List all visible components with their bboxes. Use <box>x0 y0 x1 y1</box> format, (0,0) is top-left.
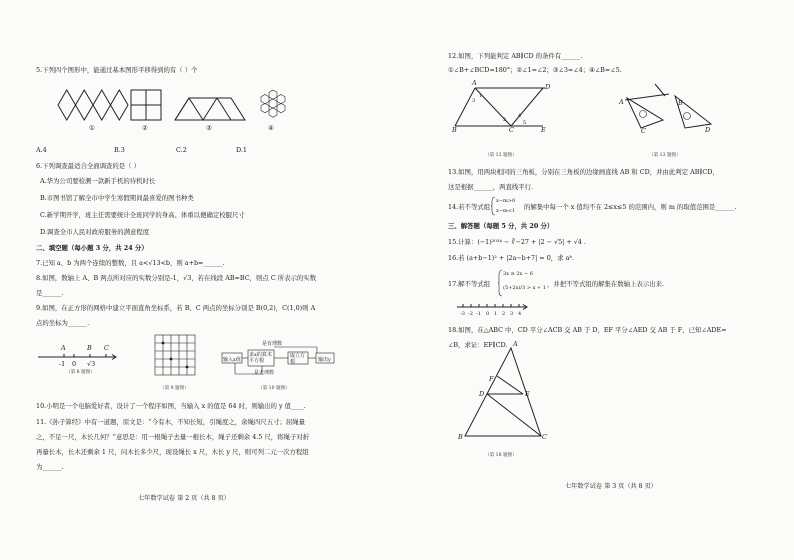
fig10-caption: （第 10 题图） <box>258 386 290 391</box>
q18-line-1: 18.如图，在△ABC 中，CD 平分∠ACB 交 AB 于 D，EF 平分∠AED 交 AB 于 F，已知∠ADE= <box>448 326 727 334</box>
fig18-label-f: F <box>489 375 494 383</box>
fig12-label-b: B <box>452 126 457 134</box>
section-2-heading: 二、填空题（每小题 3 分，共 24 分） <box>36 244 148 252</box>
fig18-caption: （第 18 题图） <box>485 453 517 458</box>
fig8-tick-0: 0 <box>72 360 77 368</box>
q11-line-3: 再量长木，长木还剩余 1 尺，问木长多少尺，现设绳长 x 尺，木长 y 尺，则可列二元一次方程组 <box>36 448 309 456</box>
fig12-parallel-lines <box>455 84 547 130</box>
fig10-branch-irrational: 是无理数 <box>254 370 275 376</box>
fig8-label-a: A <box>61 344 66 352</box>
q12-conditions: ①∠B+∠BCD=180°；②∠1=∠2；③∠3=∠4；④∠B=∠5. <box>448 66 622 74</box>
fig12-caption: （第 12 题图） <box>485 153 517 158</box>
fig8-label-b: B <box>87 344 92 352</box>
fig10-box-sqrt: 求x的算术平方根 <box>249 352 272 364</box>
q6-option-d: D.调查全市人民对政府服务的满意程度 <box>40 228 150 236</box>
fig12-angle-5: 5 <box>523 120 527 126</box>
q5-figure-2-grid-square <box>131 90 161 120</box>
q17-system-line-2: (5+2x)/3 > x + 1 <box>503 285 546 291</box>
q5-option-c: C.2 <box>176 146 187 154</box>
q17-suffix: ，并把不等式组的解集在数轴上表示出来. <box>547 280 665 288</box>
q9-text-line-2: 点的坐标为______. <box>36 319 90 327</box>
q17-tick-2: 2 <box>502 311 506 317</box>
q14-prefix: 14.若不等式组 <box>448 203 491 211</box>
fig12-label-a: A <box>472 79 477 87</box>
fig12-label-d: D <box>545 83 551 91</box>
fig18-label-a: A <box>513 340 518 348</box>
q5-figure-label-3: ③ <box>206 124 212 132</box>
fig13-label-a: A <box>619 98 624 106</box>
q11-line-1: 11.《孙子算经》中有一道题，原文是：“今有木，不知长短，引绳度之，余绳四尺五寸；屈绳量 <box>36 418 306 426</box>
fig13-label-d: D <box>705 126 711 134</box>
q13-line-2: 这是根据______，两直线平行. <box>448 183 534 191</box>
fig8-tick-minus-1: -1 <box>59 360 66 368</box>
q14-suffix: 的解集中每一个 x 值均不在 2≤x≤5 的范围内，则 m 的取值范围是______. <box>524 203 737 211</box>
q11-line-2: 之，不足一尺，木长几何？”意思是：用一根绳子去量一根长木，绳子还剩余 4.5 尺，将绳子对折 <box>36 433 310 441</box>
q5-figure-4-hexagons <box>258 89 288 119</box>
q15-text: 15.计算：(−1)²⁰²⁴ − ∛−27 + |2 − √5| + √4 . <box>448 238 586 246</box>
fig12-angle-1: 1 <box>479 93 483 99</box>
fig12-angle-4: 4 <box>518 113 522 119</box>
q17-tick-4: 4 <box>518 311 522 317</box>
q12-stem: 12.如图，下列能判定 AB∥CD 的条件有______. <box>448 52 583 60</box>
fig10-box-output: 输出y <box>318 357 331 363</box>
exam-page-3 <box>397 0 794 560</box>
q14-system-line-2: x−m<1 <box>496 208 516 214</box>
q5-figure-label-1: ① <box>89 124 95 132</box>
fig13-set-squares <box>619 84 715 130</box>
q5-option-d: D.1 <box>236 146 247 154</box>
fig8-label-c: C <box>104 344 109 352</box>
q17-tick-0: 0 <box>486 311 490 317</box>
q5-figure-label-4: ④ <box>268 124 274 132</box>
q13-line-1: 13.如图，用两块相同的三角板，分别在三角板的边缘画直线 AB 和 CD，并由此判定 AB∥CD， <box>448 168 719 176</box>
q5-figure-1-rhombuses <box>58 90 128 120</box>
fig18-label-d: D <box>479 390 485 398</box>
q16-text: 16.若 (a+b−1)² + |2a−b+7| = 0，求 aᵇ. <box>448 254 574 262</box>
q11-line-4: 为______. <box>36 463 64 471</box>
q17-brace <box>498 270 502 296</box>
fig18-label-c: C <box>542 433 547 441</box>
q8-text-line-2: 是______. <box>36 289 64 297</box>
fig13-caption: （第 13 题图） <box>649 153 681 158</box>
q17-prefix: 17.解不等式组 <box>448 280 491 288</box>
fig10-box-input: 输入x值 <box>223 357 241 363</box>
fig8-number-line <box>38 352 118 362</box>
q17-tick-3: 3 <box>510 311 514 317</box>
section-3-heading: 三、解答题（每题 5 分，共 20 分） <box>448 222 554 230</box>
q17-tick-minus-2: -2 <box>468 311 473 317</box>
q7-text: 7.已知 a、b 为两个连续的整数，且 a<√13<b，则 a+b=______. <box>36 259 225 267</box>
fig12-label-c: C <box>509 126 514 134</box>
fig18-label-e: E <box>525 390 530 398</box>
fig18-label-b: B <box>458 433 463 441</box>
q17-tick-minus-1: -1 <box>476 311 481 317</box>
fig10-box-cbrt: 取立方根 <box>290 353 306 365</box>
q5-option-b: B.3 <box>114 146 125 154</box>
q8-text-line-1: 8.如图，数轴上 A、B 两点所对应的实数分别是-1，√3，若在线段 AB=BC，则点 C 所表示的实数 <box>36 274 317 282</box>
q5-figure-label-2: ② <box>142 124 148 132</box>
fig9-grid <box>155 335 195 375</box>
fig13-label-c: C <box>641 127 646 135</box>
q6-option-b: B.市图书馆了解全市中学生寒假期间最喜爱的图书种类 <box>40 194 194 202</box>
fig12-label-e: E <box>541 126 546 134</box>
q6-stem: 6.下列调查最适合全面调查的是（ ） <box>36 162 140 170</box>
q17-tick-minus-3: -3 <box>460 311 465 317</box>
fig12-angle-2: 2 <box>503 117 507 123</box>
q14-system-line-1: x−m>0 <box>496 198 516 204</box>
q5-option-a: A.4 <box>36 146 47 154</box>
fig8-caption: （第 8 题图） <box>66 370 95 375</box>
fig12-angle-3: 3 <box>472 98 476 104</box>
q6-option-c: C.新学期开学，班主任需要统计全班同学的身高、体重以便确定校服尺寸 <box>40 211 245 219</box>
fig13-label-b: B <box>678 99 683 107</box>
q17-system-line-1: 3x ≥ 2x − 6 <box>503 271 533 277</box>
right-page-footer: 七年数学试卷 第 3 页（共 8 页） <box>565 483 657 490</box>
q6-option-a: A.华为公司要检测一款新手机的待机时长 <box>40 177 156 185</box>
q14-brace <box>491 197 495 215</box>
left-page-footer: 七年数学试卷 第 2 页（共 8 页） <box>138 495 230 502</box>
q9-text-line-1: 9.如图，在正方形的网格中建立平面直角坐标系，若 B、C 两点的坐标分别是 B(0,2)，C(1,0)则 A <box>36 304 316 312</box>
q18-line-2: ∠B，求证：EF∥CD. <box>448 341 508 349</box>
q5-stem: 5.下列四个图形中，能通过基本图形平移得到的有（ ）个 <box>36 66 198 74</box>
q17-tick-1: 1 <box>494 311 498 317</box>
q10-text: 10.小明是一个电脑爱好者，设计了一个程序如图，当输入 x 的值是 64 时，则输出的 y 值____. <box>36 402 306 410</box>
fig10-branch-rational: 是有理数 <box>262 341 283 347</box>
q5-figure-3-triangles <box>175 98 245 120</box>
fig8-tick-sqrt3: √3 <box>87 360 96 368</box>
fig9-caption: （第 9 题图） <box>160 386 189 391</box>
